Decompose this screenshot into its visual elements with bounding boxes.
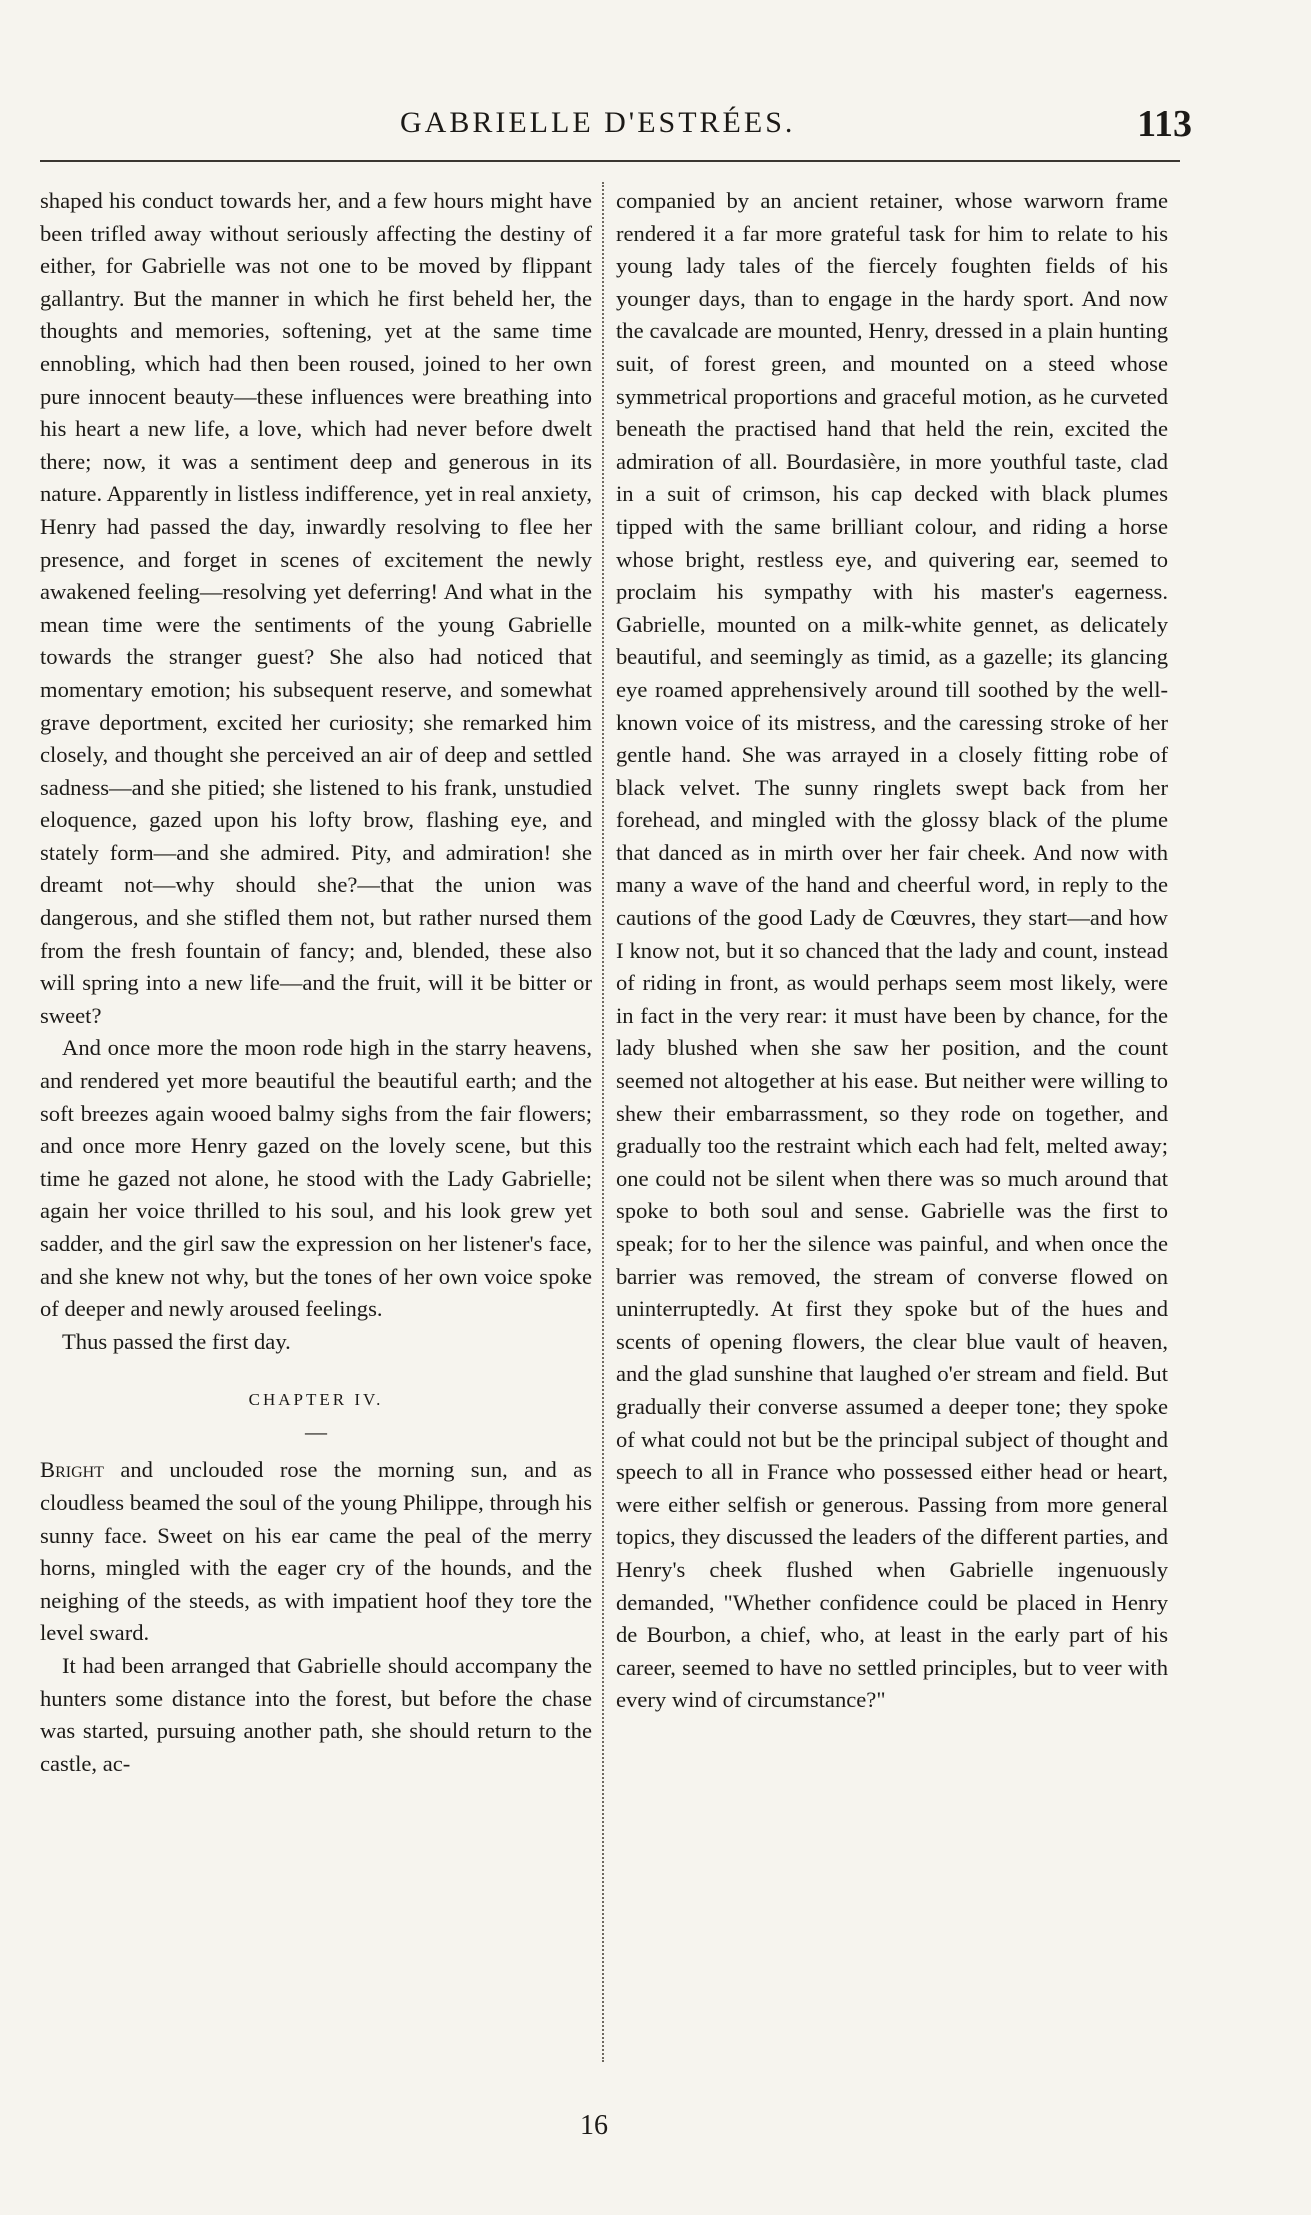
paragraph-text: and unclouded rose the morning sun, and as cloudless beamed the soul of the young Philippe, through his sunny face. Sweet on his ear came the peal of the merry horns, mingled with the eager cry of the hounds, and the neighing of the steeds, as with impatient hoof they tore the level sward. <box>40 1457 592 1646</box>
page-header <box>40 102 1192 152</box>
running-title: GABRIELLE D'ESTRÉES. <box>400 106 796 139</box>
page-number: 113 <box>1137 103 1192 145</box>
paragraph: shaped his conduct towards her, and a few hours might have been trifled away without seriously affecting the destiny of either, for Gabrielle was not one to be moved by flippant gallantry. But the manner in which he first beheld her, the thoughts and memories, softening, yet at the same time ennobling, which had then been roused, joined to her own pure innocent beauty—these influences were breathing into his heart a new life, a love, which had never before dwelt there; now, it was a sentiment deep and generous in its nature. Apparently in listless indifference, yet in real anxiety, Henry had passed the day, inwardly resolving to flee her presence, and forget in scenes of excitement the newly awakened feeling—resolving yet deferring! And what in the mean time were the sentiments of the young Gabrielle towards the stranger guest? She also had noticed that momentary emotion; his subsequent reserve, and somewhat grave deportment, excited her curiosity; she remarked him closely, and thought she perceived an air of deep and settled sadness—and she pitied; she listened to his frank, unstudied eloquence, gazed upon his lofty brow, flashing eye, and stately form—and she admired. Pity, and admiration! she dreamt not—why should she?—that the union was dangerous, and she stifled them not, but rather nursed them from the fresh fountain of fancy; and, blended, these also will spring into a new life—and the fruit, will it be bitter or sweet? <box>40 188 592 1028</box>
right-column <box>616 185 1168 1717</box>
signature-mark: 16 <box>580 2110 608 2141</box>
drop-word: Bright <box>40 1457 104 1483</box>
paragraph <box>40 1454 592 1650</box>
left-column <box>40 185 592 1780</box>
paragraph: And once more the moon rode high in the starry heavens, and rendered yet more beautiful the beautiful earth; and the soft breezes again wooed balmy sighs from the fair flowers; and once more Henry gazed on the lovely scene, but this time he gazed not alone, he stood with the Lady Gabrielle; again her voice thrilled to his soul, and his look grew yet sadder, and the girl saw the expression on her listener's face, and she knew not why, but the tones of her own voice spoke of deeper and newly aroused feelings. <box>40 1035 592 1322</box>
header-rule <box>40 160 1180 162</box>
paragraph: Thus passed the first day. <box>62 1328 291 1354</box>
paragraph: It had been arranged that Gabrielle should accompany the hunters some distance into the forest, but before the chase was started, pursuing another path, she should return to the castle, ac- <box>40 1652 592 1776</box>
column-divider <box>602 182 604 2062</box>
chapter-heading: CHAPTER IV. <box>248 1390 384 1410</box>
chapter-dash: — <box>305 1419 327 1445</box>
paragraph: companied by an ancient retainer, whose warworn frame rendered it a far more grateful task for him to relate to his young lady tales of the fiercely foughten fields of his younger days, than to engage in the hardy sport. And now the cavalcade are mounted, Henry, dressed in a plain hunting suit, of forest green, and mounted on a steed whose symmetrical proportions and graceful motion, as he curveted beneath the practised hand that held the rein, excited the admiration of all. Bourdasière, in more youthful taste, clad in a suit of crimson, his cap decked with black plumes tipped with the same brilliant colour, and riding a horse whose bright, restless eye, and quivering ear, seemed to proclaim his sympathy with his master's eagerness. Gabrielle, mounted on a milk-white gennet, as delicately beautiful, and seemingly as timid, as a gazelle; its glancing eye roamed apprehensively around till soothed by the well-known voice of its mistress, and the caressing stroke of her gentle hand. She was arrayed in a closely fitting robe of black velvet. The sunny ringlets swept back from her forehead, and mingled with the glossy black of the plume that danced as in mirth over her fair cheek. And now with many a wave of the hand and cheerful word, in reply to the cautions of the good Lady de Cœuvres, they start—and how I know not, but it so chanced that the lady and count, instead of riding in front, as would perhaps seem most likely, were in fact in the very rear: it must have been by chance, for the lady blushed when she saw her position, and the count seemed not altogether at his ease. But neither were willing to shew their embarrassment, so they rode on together, and gradually too the restraint which each had felt, melted away; one could not be silent when there was so much around that spoke to both soul and sense. Gabrielle was the first to speak; for to her the silence was painful, and when once the barrier was removed, the stream of converse flowed on uninterruptedly. At first they spoke but of the hues and scents of opening flowers, the clear blue vault of heaven, and the glad sunshine that laughed o'er stream and field. But gradually their converse assumed a deeper tone; they spoke of what could not but be the principal subject of thought and speech to all in France who possessed either head or heart, were either selfish or generous. Passing from more general topics, they discussed the leaders of the different parties, and Henry's cheek flushed when Gabrielle ingenuously demanded, "Whether confidence could be placed in Henry de Bourbon, a chief, who, at least in the early part of his career, seemed to have no settled principles, but to veer with every wind of circumstance?" <box>616 188 1168 1713</box>
